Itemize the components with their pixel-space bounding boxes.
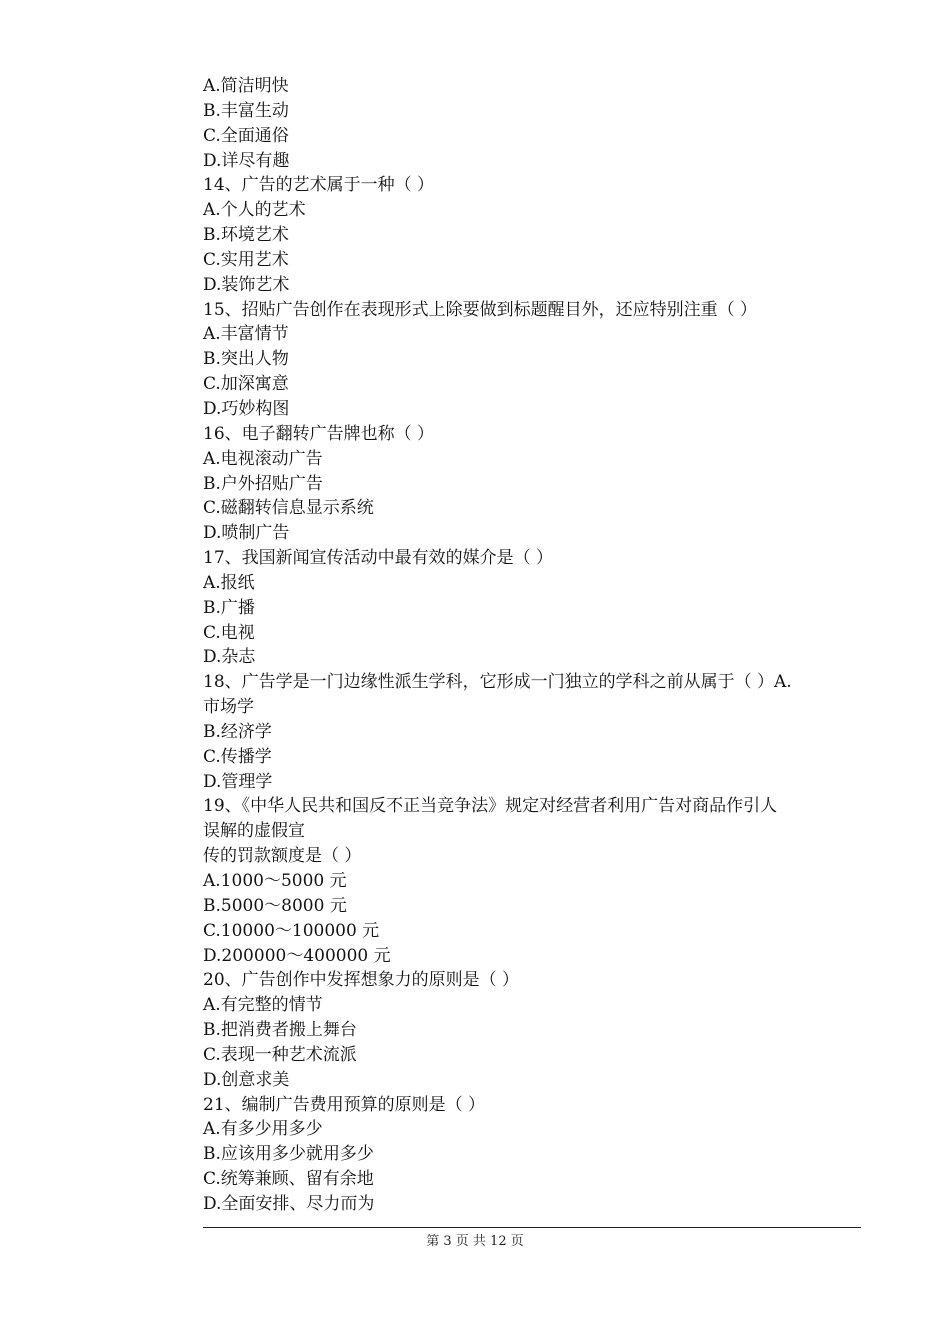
option-line: A.丰富情节 xyxy=(203,324,289,345)
option-line: A.简洁明快 xyxy=(203,76,289,96)
question-19-cont: 误解的虚假宣 xyxy=(203,821,305,842)
option-line: B.经济学 xyxy=(203,721,272,742)
option-line: D.200000～400000 元 xyxy=(203,945,391,966)
question-19: 19、《中华人民共和国反不正当竞争法》规定对经营者利用广告对商品作引人 xyxy=(203,796,778,817)
option-line: C.全面通俗 xyxy=(203,125,289,146)
footer-divider xyxy=(203,1227,861,1228)
option-line: B.广播 xyxy=(203,597,255,618)
question-14: 14、广告的艺术属于一种（ ） xyxy=(203,175,435,196)
option-line: A.1000～5000 元 xyxy=(203,871,347,891)
option-line: B.把消费者搬上舞台 xyxy=(203,1020,357,1041)
option-line: C.电视 xyxy=(203,622,255,643)
question-20: 20、广告创作中发挥想象力的原则是（ ） xyxy=(203,970,520,991)
document-body xyxy=(203,74,859,1217)
option-line: C.磁翻转信息显示系统 xyxy=(203,498,374,519)
option-line: D.装饰艺术 xyxy=(203,274,290,295)
question-17: 17、我国新闻宣传活动中最有效的媒介是（ ） xyxy=(203,548,554,569)
option-line: D.喷制广告 xyxy=(203,523,290,544)
option-line: D.创意求美 xyxy=(203,1069,290,1090)
option-line: B.环境艺术 xyxy=(203,225,289,246)
option-line: A.个人的艺术 xyxy=(203,200,306,221)
option-line: D.巧妙构图 xyxy=(203,398,290,419)
option-line: C.传播学 xyxy=(203,746,272,767)
option-line: A.有多少用多少 xyxy=(203,1119,323,1140)
question-16: 16、电子翻转广告牌也称（ ） xyxy=(203,423,435,444)
question-19-cont: 传的罚款额度是（ ） xyxy=(203,846,362,867)
page-number-footer: 第 3 页 共 12 页 xyxy=(426,1234,524,1249)
option-line: C.表现一种艺术流派 xyxy=(203,1044,357,1065)
option-line: C.10000～100000 元 xyxy=(203,920,380,941)
option-line: C.实用艺术 xyxy=(203,249,289,270)
option-line: D.全面安排、尽力而为 xyxy=(203,1193,375,1214)
option-line: B.5000～8000 元 xyxy=(203,895,347,916)
question-18: 18、广告学是一门边缘性派生学科，它形成一门独立的学科之前从属于（ ）A. xyxy=(203,672,792,693)
option-line: D.详尽有趣 xyxy=(203,150,290,171)
option-line: A.报纸 xyxy=(203,572,255,593)
question-21: 21、编制广告费用预算的原则是（ ） xyxy=(203,1094,486,1115)
option-line: D.管理学 xyxy=(203,771,273,792)
option-line: 市场学 xyxy=(203,697,254,718)
option-line: B.突出人物 xyxy=(203,349,289,370)
option-line: D.杂志 xyxy=(203,647,256,668)
option-line: B.丰富生动 xyxy=(203,100,289,121)
option-line: A.有完整的情节 xyxy=(203,995,323,1016)
option-line: C.加深寓意 xyxy=(203,374,289,395)
option-line: B.应该用多少就用多少 xyxy=(203,1144,374,1165)
question-15: 15、招贴广告创作在表现形式上除要做到标题醒目外，还应特别注重（ ） xyxy=(203,299,758,320)
option-line: B.户外招贴广告 xyxy=(203,473,323,494)
option-line: A.电视滚动广告 xyxy=(203,448,323,469)
option-line: C.统筹兼顾、留有余地 xyxy=(203,1169,374,1190)
